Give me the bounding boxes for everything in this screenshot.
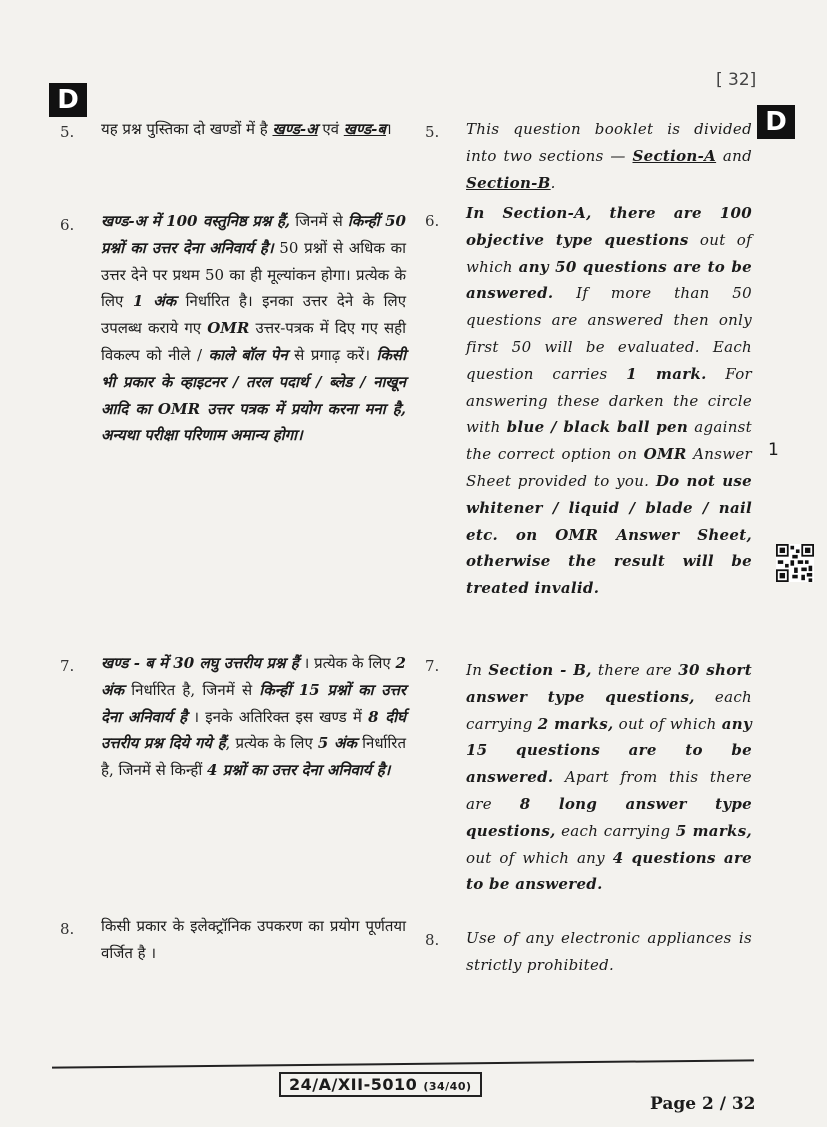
item-5-hindi (101, 116, 406, 143)
item-6-english-part: out of which (466, 230, 752, 276)
page-mark-top: [ 32] (716, 70, 757, 90)
item-5-english-part: Section-A (632, 146, 717, 165)
item-5-hindi-part: । (385, 120, 392, 138)
item-7-hindi-part: निर्धारित है, जिनमें से किन्हीं (101, 734, 406, 780)
item-5-english-part: and (716, 146, 752, 165)
item-7-number-hindi: 7. (60, 657, 75, 675)
item-6-english-part: 1 mark. (626, 364, 707, 383)
item-7-english-part: 5 marks, (675, 821, 752, 840)
item-6-hindi-part: जिनमें से (290, 212, 348, 230)
paper-code-main: 24/A/XII-5010 (289, 1075, 418, 1094)
paper-code-sub: (34/40) (423, 1080, 472, 1093)
item-5-hindi-part: एवं (317, 120, 344, 138)
margin-mark: 1 (768, 440, 779, 460)
item-6-hindi-part: किसी भी प्रकार के व्हाइटनर / तरल पदार्थ / ब्लेड / नाखून आदि का OMR उत्तर पत्रक में प्रयोग करना मना है, अन्यथा परीक्षा परिणाम अमान्य होगा। (101, 345, 406, 445)
item-7-hindi-part: 2 अंक (101, 654, 406, 699)
item-7-english (466, 657, 752, 898)
item-7-hindi-part: । प्रत्येक के लिए (298, 654, 396, 672)
paper-code (279, 1072, 482, 1097)
item-7-english-part: each carrying (466, 687, 752, 733)
item-7-english-part: there are (591, 661, 679, 679)
section-badge-right: D (757, 105, 795, 139)
item-8-english: Use of any electronic appliances is strictly prohibited. (466, 929, 752, 974)
item-6-english-part: In (466, 204, 503, 222)
item-7-english-part: any 15 questions are to be answered. (466, 714, 753, 787)
item-7-hindi-part: किन्हीं 15 प्रश्नों का उत्तर देना अनिवार्य है (101, 680, 407, 726)
item-7-hindi (101, 650, 406, 784)
item-7-english-part: each carrying (555, 821, 676, 840)
item-7-english-part: 8 long answer type questions, (466, 794, 752, 840)
item-5-number-english: 5. (425, 123, 440, 141)
item-6-hindi-part: किन्हीं 50 प्रश्नों का उत्तर देना अनिवार्य है। (101, 212, 406, 257)
item-7-english-part: Apart from this there are (466, 768, 752, 813)
item-6-english-part: against the correct option on (466, 418, 752, 464)
item-6-hindi-part: 1 अंक (132, 292, 177, 311)
item-6-english-part: blue / black ball pen (506, 418, 689, 437)
item-6-hindi-part: काले बॉल पेन (208, 345, 288, 364)
item-8-number-english: 8. (425, 931, 440, 949)
item-6-english-part: any 50 questions are to be answered. (466, 257, 752, 303)
item-7-hindi-part: खण्ड - ब में 30 लघु उत्तरीय प्रश्न हैं (101, 654, 299, 672)
item-6-number-hindi: 6. (60, 216, 75, 234)
item-5-hindi-part: खण्ड-ब (343, 120, 386, 138)
item-6-hindi-part: निर्धारित है। इनका उत्तर देने के लिए उपलब्ध कराये गए (101, 292, 406, 338)
item-6-english-part: Section-A, (502, 204, 592, 222)
item-7-english-part: out of which any (466, 848, 613, 867)
item-7-number-english: 7. (425, 657, 440, 675)
item-8-number-hindi: 8. (60, 920, 75, 938)
item-6-hindi-part: उत्तर-पत्रक में दिए गए सही विकल्प को नीले / (101, 319, 406, 364)
item-7-english-part: 4 questions are to be answered. (466, 848, 752, 894)
item-5-hindi-part: यह प्रश्न पुस्तिका दो खण्डों में है (101, 120, 268, 138)
item-6-english-part: there are (591, 204, 720, 222)
item-5-number-hindi: 5. (60, 123, 75, 141)
item-7-hindi-part: , प्रत्येक के लिए (225, 734, 318, 753)
item-7-english-part: out of which (613, 714, 722, 733)
item-6-hindi-part: OMR (207, 319, 250, 338)
item-6-hindi (101, 208, 406, 449)
item-7-english-part: 2 marks, (537, 714, 614, 733)
item-8-hindi: किसी प्रकार के इलेक्ट्रॉनिक उपकरण का प्रयोग पूर्णतया वर्जित है । (101, 917, 406, 962)
item-6-hindi-part: खण्ड-अ में 100 वस्तुनिष्ठ प्रश्न हैं, (101, 212, 291, 230)
item-7-hindi-part: 8 दीर्घ उत्तरीय प्रश्न दिये गये हैं (101, 707, 406, 753)
section-badge-left: D (49, 83, 87, 117)
item-5-english-part: This question booklet is divided into two sections — (466, 120, 752, 165)
footer-divider (52, 1059, 754, 1068)
item-7-hindi-part: निर्धारित है, जिनमें से (123, 680, 260, 699)
qr-code-icon (776, 544, 814, 582)
item-7-hindi-part: । इनके अतिरिक्त इस खण्ड में (187, 707, 369, 726)
item-6-english-part: Answer Sheet provided to you. (466, 445, 752, 490)
item-6-english-part: OMR (643, 445, 687, 464)
item-6-english-part: 100 objective type questions (466, 204, 752, 249)
item-7-english-part: In (466, 661, 489, 679)
item-7-hindi-part: 4 प्रश्नों का उत्तर देना अनिवार्य है। (207, 761, 391, 780)
item-5-english-part: Section-B (466, 173, 551, 192)
item-5-english-part: . (550, 173, 556, 192)
item-5-english (466, 116, 752, 196)
item-7-english-part: Section - B, (488, 661, 592, 679)
item-6-english-part: If more than 50 questions are answered then only first 50 will be evaluated. Each question carries (466, 284, 752, 383)
item-6-hindi-part: 50 प्रश्नों से अधिक का उत्तर देने पर प्रथम 50 का ही मूल्यांकन होगा। प्रत्येक के लिए (101, 238, 406, 311)
item-6-hindi-part: से प्रगाढ़ करें। (287, 345, 377, 364)
item-6-english-part: For answering these darken the circle with (466, 364, 752, 437)
page-number: Page 2 / 32 (650, 1094, 756, 1114)
item-6-number-english: 6. (425, 212, 440, 230)
item-5-hindi-part: खण्ड-अ (272, 120, 318, 138)
item-6-english (466, 200, 752, 602)
item-6-english-part: Do not use whitener / liquid / blade / nail etc. on OMR Answer Sheet, otherwise the result will be treated invalid. (466, 471, 752, 598)
item-7-hindi-part: 5 अंक (317, 734, 357, 753)
item-7-english-part: 30 short answer type questions, (466, 661, 752, 706)
